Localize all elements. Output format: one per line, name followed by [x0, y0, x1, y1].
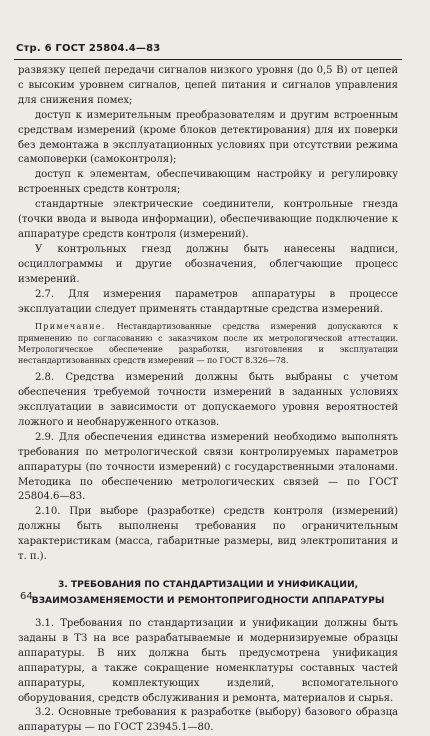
paragraph: стандартные электрические соединители, контрольные гнезда (точки ввода и вывода информации), обеспечивающие подключение к аппаратуре средств контроля (измерений). [18, 199, 398, 240]
paragraph-3-2: 3.2. Основные требования к разработке (выбору) базового образца аппаратуры — по ГОСТ 23945.1—80. [18, 707, 398, 734]
note-label: Примечание. [35, 322, 106, 332]
paragraph-3-1: 3.1. Требования по стандартизации и унификации должны быть заданы в ТЗ на все разрабатываемые и модернизируемые образцы аппаратуры. В них должна быть предусмотрена унификация аппаратуры, а также сокращение номенклатуры составных частей аппаратуры, комплектующих изделий, вспомогательного оборудования, средств обслуживания и ремонта, материалов и сырья. [18, 618, 398, 704]
paragraph-2-8: 2.8. Средства измерений должны быть выбраны с учетом обеспечения требуемой точности измерений в заданных условиях эксплуатации в зависимости от допускаемого уровня вероятностей ложного и необнаруженного отказов. [18, 372, 398, 428]
running-header: Стр. 6 ГОСТ 25804.4—83 [16, 43, 161, 54]
paragraph-2-9: 2.9. Для обеспечения единства измерений необходимо выполнять требования по метрологической связи контролируемых параметров аппаратуры (по точности измерений) с государственными эталонами. Методика по обеспечению метрологических связей — по ГОСТ 25804.6—83. [18, 431, 398, 503]
note-text: Нестандартизованные средства измерений допускаются к применению по согласованию с заказчиком после их метрологической аттестации. Метрологическое обеспечение разработки, изготовления и эксплуатации нестандартизованных средств измерений — по ГОСТ 8.326—78. [18, 322, 398, 366]
section-heading: 3. ТРЕБОВАНИЯ ПО СТАНДАРТИЗАЦИИ И УНИФИКАЦИИ, ВЗАИМОЗАМЕНЯЕМОСТИ И РЕМОНТОПРИГОДНОСТИ АППАРАТУРЫ [31, 579, 385, 606]
header-rule [14, 59, 402, 60]
paragraph-2-10: 2.10. При выборе (разработке) средств контроля (измерений) должны быть выполнены требования по ограничительным характеристикам (масса, габаритные размеры, вид электропитания и т. п.). [18, 506, 398, 563]
paragraph: У контрольных гнезд должны быть нанесены надписи, осциллограммы и другие обозначения, облегчающие процесс измерений. [18, 243, 398, 285]
paragraph: доступ к элементам, обеспечивающим настройку и регулировку встроенных средств контроля; [18, 169, 398, 196]
note [18, 321, 398, 366]
page-body [18, 64, 398, 736]
paragraph: доступ к измерительным преобразователям и другим встроенным средствам измерений (кроме блоков детектирования) для их поверки без демонтажа в эксплуатационных условиях при отсутствии режима самоповерки (самоконтроля); [18, 109, 398, 166]
paragraph-2-7: 2.7. Для измерения параметров аппаратуры в процессе эксплуатации следует применять стандартные средства измерений. [18, 288, 398, 315]
paragraph-continuation: развязку цепей передачи сигналов низкого уровня (до 0,5 В) от цепей с высоким уровнем сигналов, цепей питания и сигналов управления для снижения помех; [18, 65, 398, 106]
page-number: 64 [20, 591, 33, 602]
